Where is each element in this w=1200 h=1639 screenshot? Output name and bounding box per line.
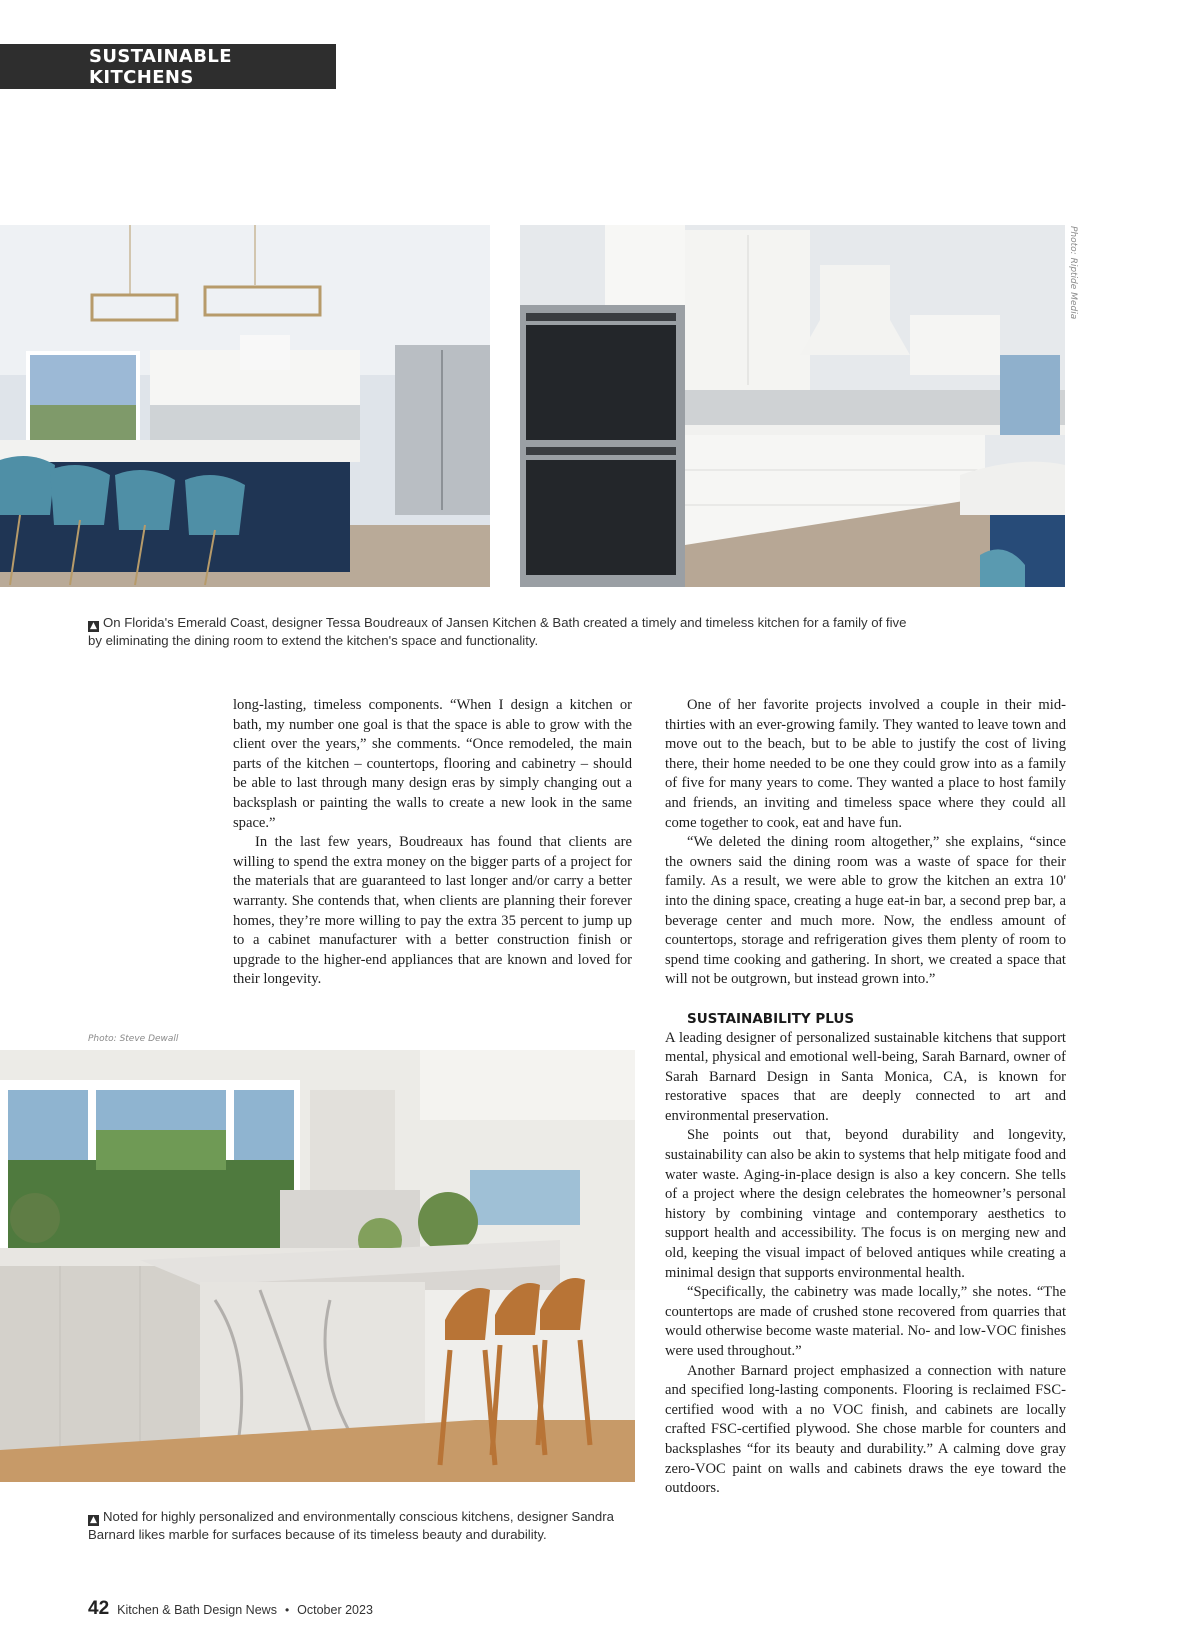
photo-kitchen-island <box>0 225 490 587</box>
body-paragraph: “Specifically, the cabinetry was made locally,” she notes. “The countertops are made of crushed stone recovered from quarries that would otherwise become waste material. No- and low-VOC finishes were used throughout.” <box>665 1284 1066 1359</box>
caption-top-text: On Florida's Emerald Coast, designer Tessa Boudreaux of Jansen Kitchen & Bath created a timely and timeless kitchen for a family of five by eliminating the dining room to extend the kitchen's space and functionality. <box>88 615 907 648</box>
section-tab-label: SUSTAINABLE KITCHENS <box>89 45 232 88</box>
body-paragraph: “We deleted the dining room altogether,” she explains, “since the owners said the dining room was a waste of space for their family. As a result, we were able to grow the kitchen an extra 10' into the dining space, creating a huge eat-in bar, a second prep bar, a beverage center and much more. Now, the endless amount of countertops, storage and refrigeration gives them plenty of room to spend time cooking and gathering. In short, we created a space that will not be outgrown, but instead grown into.” <box>665 834 1066 988</box>
section-tab <box>0 44 336 89</box>
body-paragraph: One of her favorite projects involved a couple in their mid-thirties with an ever-growing family. They wanted to leave town and move out to the beach, but to be able to justify the cost of living there, their home needed to be one they could grow into as a family of five for many years to come. They wanted a place to host family and friends, an inviting and timeless space where they could all come together to cook, eat and have fun. <box>665 697 1066 831</box>
photo-credit-top: Photo: Riptide Media <box>1068 226 1078 320</box>
body-paragraph: She points out that, beyond durability and longevity, sustainability can also be akin to systems that help mitigate food and water waste. Aging-in-place design is also a key concern. She tells of a project where the design celebrates the homeowner’s personal history by combining vintage and contemporary aesthetics to support health and accessibility. The focus is on merging new and old, keeping the visual impact of beloved antiques while creating a minimal design that supports environmental health. <box>665 1127 1066 1281</box>
arrow-up-icon: ▲ <box>88 621 99 632</box>
issue-date: October 2023 <box>297 1603 373 1617</box>
publication-name: Kitchen & Bath Design News <box>117 1603 277 1617</box>
subhead-sustainability-plus: SUSTAINABILITY PLUS <box>687 1010 855 1027</box>
body-paragraph: long-lasting, timeless components. “When I design a kitchen or bath, my number one goal is that the space is able to grow with the client over the years,” she comments. “Once remodeled, the main parts of the kitchen – countertops, flooring and cabinetry – should be able to last through many design eras by simply changing out a backsplash or painting the walls to create a new look in the same space.” <box>233 697 632 831</box>
page-folio <box>88 1598 373 1620</box>
arrow-up-icon: ▲ <box>88 1515 99 1526</box>
article-column-2 <box>665 696 1066 1499</box>
page-number: 42 <box>88 1598 110 1619</box>
caption-bottom <box>88 1508 628 1544</box>
body-paragraph: Another Barnard project emphasized a connection with nature and specified long-lasting components. Flooring is reclaimed FSC-certified wood with a no VOC finish, and cabinets are locally crafted FSC-certified plywood. She chose marble for counters and backsplashes “for its beauty and durability.” A calming dove gray zero-VOC paint on walls and cabinets draws the eye toward the outdoors. <box>665 1362 1066 1497</box>
caption-top <box>88 614 908 650</box>
photo-kitchen-ovens <box>520 225 1065 587</box>
photo-marble-kitchen <box>0 1050 635 1482</box>
article-column-1 <box>233 696 632 990</box>
folio-separator: • <box>284 1603 290 1617</box>
caption-bottom-text: Noted for highly personalized and environmentally conscious kitchens, designer Sandra Barnard likes marble for surfaces because of its timeless beauty and durability. <box>88 1509 614 1542</box>
photo-credit-bottom: Photo: Steve Dewall <box>88 1034 179 1044</box>
paragraph-spacer <box>665 990 1066 1010</box>
body-paragraph: A leading designer of personalized sustainable kitchens that support mental, physical and emotional well-being, Sarah Barnard, owner of Sarah Barnard Design in Santa Monica, CA, is known for restorative spaces that are deeply connected to art and environmental preservation. <box>665 1029 1066 1124</box>
body-paragraph: In the last few years, Boudreaux has found that clients are willing to spend the extra money on the bigger parts of a project for the materials that are guaranteed to last longer and/or carry a better warranty. She contends that, when clients are planning their forever homes, they’re more willing to pay the extra 35 percent to jump up to a cabinet manufacturer with a better construction finish or upgrade to the higher-end appliances that are known and loved for their longevity. <box>233 834 632 988</box>
